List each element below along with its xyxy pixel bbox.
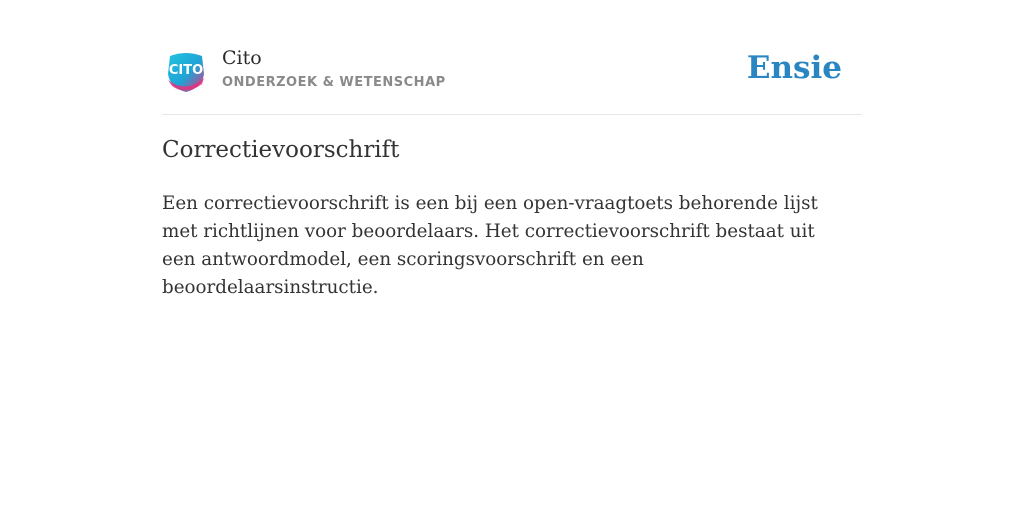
cito-logo[interactable]: [164, 50, 208, 94]
ensie-brand-link[interactable]: Ensie: [746, 50, 842, 86]
header: [162, 44, 862, 115]
org-subtitle: ONDERZOEK & WETENSCHAP: [222, 75, 446, 90]
org-name[interactable]: Cito: [222, 47, 262, 69]
term-title: Correctievoorschrift: [162, 137, 400, 163]
logo-text: CITO: [168, 63, 204, 78]
term-definition: Een correctievoorschrift is een bij een open-vraagtoets behorende lijst met richtlijnen voor beoordelaars. Het correctievoorschrift bestaat uit een antwoordmodel, een scoringsvoorschrift en een beoordelaarsinstructie.: [162, 193, 818, 298]
